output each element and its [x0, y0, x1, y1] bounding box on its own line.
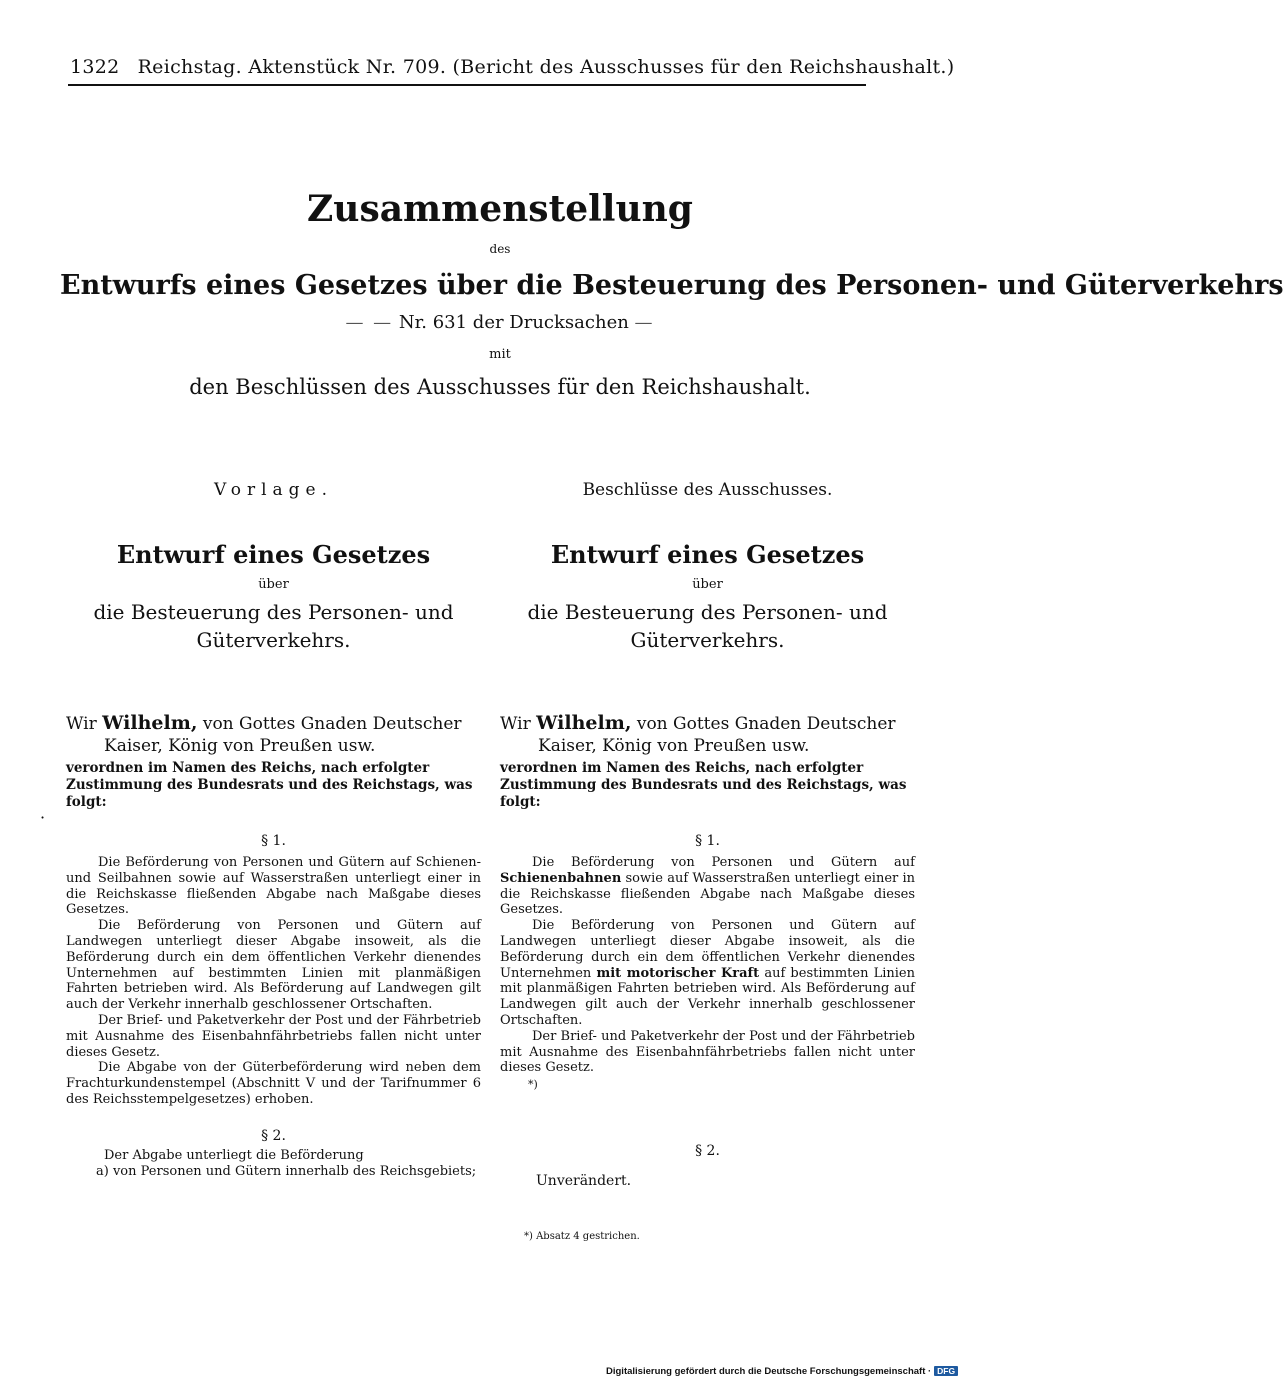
- section-1-text: [66, 855, 481, 1108]
- column-beschluesse: [500, 480, 915, 1242]
- section-2-unchanged: Unverändert.: [536, 1173, 632, 1190]
- dash-right: —: [634, 312, 655, 333]
- section-1-text: [500, 855, 915, 1076]
- section-1-paragraph: Die Abgabe von der Güterbeförderung wird neben dem Frachturkundenstempel (Abschnitt V und der Tarifnummer 6 des Reichsstempelgesetzes) erhoben.: [66, 1060, 481, 1107]
- section-2-text: [66, 1148, 481, 1180]
- preamble-verordnen: verordnen im Namen des Reichs, nach erfolgter Zustimmung des Bundesrats und des Reichstags, was folgt:: [500, 760, 907, 810]
- bill-title: Entwurf eines Gesetzes: [550, 540, 865, 569]
- section-2-number: § 2.: [695, 1143, 720, 1160]
- emphasis-schienenbahnen: Schienenbahnen: [500, 870, 622, 886]
- emperor-name: Wilhelm,: [536, 712, 632, 734]
- section-1-paragraph: [500, 855, 915, 918]
- section-1-number: § 1.: [261, 833, 286, 849]
- preamble-verordnen: verordnen im Namen des Reichs, nach erfolgter Zustimmung des Bundesrats und des Reichstags, was folgt:: [66, 760, 473, 810]
- bill-subtitle: die Besteuerung des Personen- und Güterverkehrs.: [93, 600, 454, 652]
- section-1-number: § 1.: [695, 833, 720, 849]
- margin-mark: ·: [40, 808, 46, 827]
- section-1-paragraph: Der Brief- und Paketverkehr der Post und der Fährbetrieb mit Ausnahme des Eisenbahnfährbetriebs fallen nicht unter dieses Gesetz.: [66, 1012, 481, 1060]
- text-run: Die Beförderung von Personen und Gütern auf Landwegen unterliegt dieser Abgabe insoweit, als die Beförderung durch ein dem öffentlichen Verkehr dienendes Unternehmen: [500, 918, 915, 981]
- preamble-wir: [500, 712, 915, 757]
- wir-rest: von Gottes Gnaden Deutscher Kaiser, König von Preußen usw.: [538, 714, 896, 756]
- running-header: [70, 56, 955, 78]
- column-heading-vorlage: Vorlage.: [214, 480, 333, 500]
- section-1-paragraph: Der Brief- und Paketverkehr der Post und der Fährbetrieb mit Ausnahme des Eisenbahnfährbetriebs fallen nicht unter dieses Gesetz.: [500, 1028, 915, 1076]
- title-mit: mit: [489, 347, 511, 362]
- wir-prefix: Wir: [66, 714, 97, 734]
- header-rule: [68, 84, 866, 86]
- emphasis-motorische-kraft: mit motorischer Kraft: [596, 965, 760, 981]
- document-title: Zusammenstellung: [307, 188, 693, 230]
- header-text: Reichstag. Aktenstück Nr. 709. (Bericht des Ausschusses für den Reichshaushalt.): [137, 56, 955, 78]
- dash-left: — —: [345, 312, 394, 333]
- title-des: des: [489, 242, 511, 256]
- drucksache-reference: [60, 312, 940, 333]
- bill-ueber: über: [258, 577, 289, 592]
- bill-ueber: über: [692, 577, 723, 592]
- section-2-intro: Der Abgabe unterliegt die Beförderung: [104, 1147, 364, 1163]
- dfg-logo: DFG: [934, 1366, 958, 1376]
- wir-prefix: Wir: [500, 714, 531, 734]
- footnote-marker: *): [528, 1078, 538, 1092]
- drucksache-number: Nr. 631 der Drucksachen: [398, 312, 629, 333]
- document-subtitle: Entwurfs eines Gesetzes über die Besteuerung des Personen- und Güterverkehrs: [60, 270, 1284, 301]
- section-1-paragraph: Die Beförderung von Personen und Gütern auf Landwegen unterliegt dieser Abgabe insoweit, als die Beförderung durch ein dem öffentlichen Verkehr dienendes Unternehmen auf bestimmten Linien mit planmäßigen Fahrten betrieben wird. Als Beförderung auf Landwegen gilt auch der Verkehr innerhalb geschlossener Ortschaften.: [66, 918, 481, 1013]
- preamble-wir: [66, 712, 481, 757]
- footnote: *) Absatz 4 gestrichen.: [524, 1231, 640, 1243]
- text-run: Die Beförderung von Personen und Gütern auf: [532, 855, 915, 870]
- text-run: auf bestimmten Linien mit planmäßigen Fahrten betrieben wird. Als Beförderung auf Landwegen gilt auch der Verkehr innerhalb geschlossener Ortschaften.: [500, 965, 915, 1028]
- emperor-name: Wilhelm,: [102, 712, 198, 734]
- wir-rest: von Gottes Gnaden Deutscher Kaiser, König von Preußen usw.: [104, 714, 462, 756]
- text-run: sowie auf Wasserstraßen unterliegt einer in die Reichskasse fließenden Abgabe nach Maßgabe dieses Gesetzes.: [500, 870, 915, 918]
- section-2-item-a: a) von Personen und Gütern innerhalb des Reichsgebiets;: [96, 1163, 477, 1179]
- page-number: 1322: [70, 56, 120, 78]
- section-1-paragraph: [500, 918, 915, 1029]
- section-1-paragraph: Die Beförderung von Personen und Gütern auf Schienen- und Seilbahnen sowie auf Wasserstraßen unterliegt einer in die Reichskasse fließenden Abgabe nach Maßgabe dieses Gesetzes.: [66, 855, 481, 918]
- title-beschluesse: den Beschlüssen des Ausschusses für den Reichshaushalt.: [189, 375, 811, 399]
- footer-text: Digitalisierung gefördert durch die Deutsche Forschungsgemeinschaft ·: [606, 1366, 932, 1377]
- section-2-number: § 2.: [261, 1127, 286, 1144]
- bill-title: Entwurf eines Gesetzes: [116, 540, 431, 569]
- column-vorlage: [66, 480, 481, 1180]
- column-heading-beschluesse: Beschlüsse des Ausschusses.: [582, 480, 833, 500]
- bill-subtitle: die Besteuerung des Personen- und Güterverkehrs.: [527, 600, 888, 652]
- funding-footer: [606, 1366, 958, 1377]
